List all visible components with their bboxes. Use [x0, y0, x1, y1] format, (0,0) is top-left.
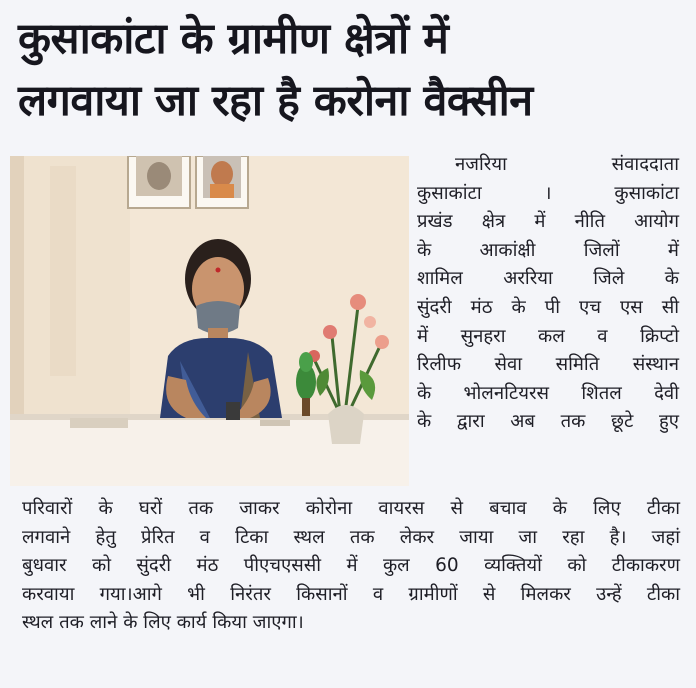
article-line: करवाया गया।आगे भी निरंतर किसानों व ग्रामीणों से मिलकर उन्हें टीका	[22, 583, 680, 605]
article-column	[417, 151, 679, 437]
article-line: परिवारों के घरों तक जाकर कोरोना वायरस से बचाव के लिए टीका	[22, 498, 680, 519]
byline-name: नजरिया	[455, 154, 507, 175]
headline-line-2: लगवाया जा रहा है करोना वैक्सीन	[18, 76, 533, 126]
article-line: शामिल अररिया जिले के	[417, 268, 679, 290]
news-photo	[10, 156, 409, 486]
article-line: के द्वारा अब तक छूटे हुए	[417, 411, 679, 433]
article-line: के आकांक्षी जिलों में	[417, 239, 679, 261]
article-line: स्थल तक लाने के लिए कार्य किया जाएगा।	[22, 612, 304, 634]
article-line: सुंदरी मंठ के पी एच एस सी	[417, 296, 679, 318]
article-line: में सुनहरा कल व क्रिप्टो	[417, 325, 679, 347]
byline-role: संवाददाता	[611, 154, 679, 175]
article-line: कुसाकांटा । कुसाकांटा	[417, 182, 679, 204]
photo-illustration	[10, 156, 409, 486]
article-line: लगवाने हेतु प्रेरित व टिका स्थल तक लेकर जाया जा रहा है। जहां	[22, 526, 680, 548]
article-line: रिलीफ सेवा समिति संस्थान	[417, 354, 679, 376]
headline-line-1: कुसाकांटा के ग्रामीण क्षेत्रों में	[18, 14, 449, 64]
article-line: के भोलनटियरस शितल देवी	[417, 382, 679, 404]
byline	[417, 151, 679, 180]
wall-picture-left	[128, 156, 190, 208]
article-line: बुधवार को सुंदरी मंठ पीएचएससी में कुल 60 व्यक्तियों को टीकाकरण	[22, 555, 680, 577]
article-body	[22, 495, 680, 638]
headline	[18, 8, 688, 132]
wall-picture-right	[196, 156, 248, 208]
article-line: प्रखंड क्षेत्र में नीति आयोग	[417, 211, 679, 233]
